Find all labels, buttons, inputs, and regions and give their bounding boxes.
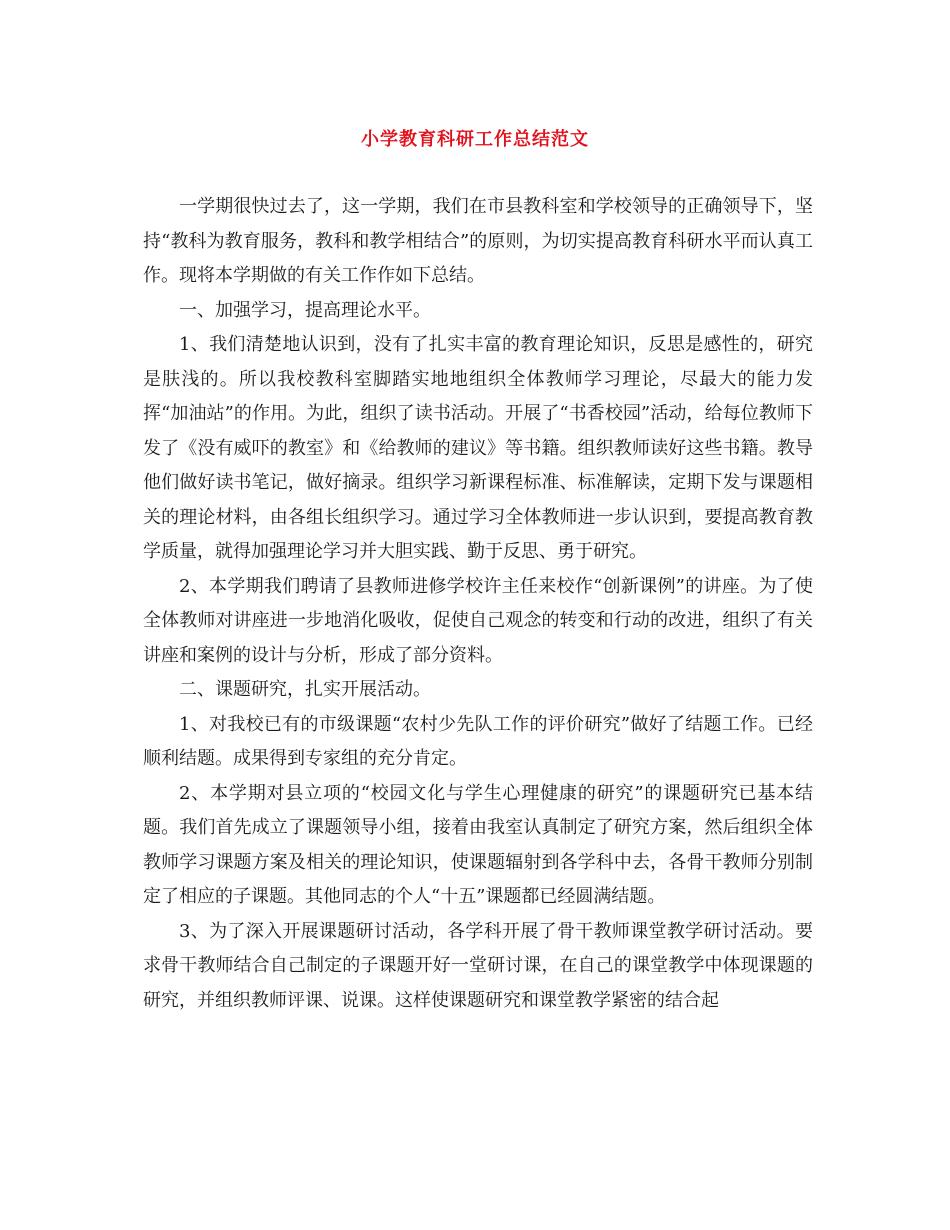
- intro-paragraph: 一学期很快过去了，这一学期，我们在市县教科室和学校领导的正确领导下，坚持“教科为教育服务，教科和教学相结合”的原则，为切实提高教育科研水平而认真工作。现将本学期做的有关工作作如下总结。: [143, 196, 813, 286]
- section-heading-2: 二、课题研究，扎实开展活动。: [179, 679, 431, 700]
- body-paragraph: 2、本学期对县立项的“校园文化与学生心理健康的研究”的课题研究已基本结题。我们首先成立了课题领导小组，接着由我室认真制定了研究方案，然后组织全体教师学习课题方案及相关的理论知识，使课题辐射到各学科中去，各骨干教师分别制定了相应的子课题。其他同志的个人“十五”课题都已经圆满结题。: [143, 782, 813, 907]
- section-heading-1: 一、加强学习，提高理论水平。: [179, 299, 431, 321]
- document-body: [143, 190, 813, 1018]
- body-paragraph: 1、我们清楚地认识到，没有了扎实丰富的教育理论知识，反思是感性的，研究是肤浅的。所以我校教科室脚踏实地地组织全体教师学习理论，尽最大的能力发挥“加油站”的作用。为此，组织了读书活动。开展了“书香校园”活动，给每位教师下发了《没有威吓的教室》和《给教师的建议》等书籍。组织教师读好这些书籍。教导他们做好读书笔记，做好摘录。组织学习新课程标准、标准解读，定期下发与课题相关的理论材料，由各组长组织学习。通过学习全体教师进一步认识到，要提高教育教学质量，就得加强理论学习并大胆实践、勤于反思、勇于研究。: [143, 334, 813, 562]
- document-title: 小学教育科研工作总结范文: [361, 129, 589, 150]
- body-paragraph: 2、本学期我们聘请了县教师进修学校许主任来校作“创新课例”的讲座。为了使全体教师对讲座进一步地消化吸收，促使自己观念的转变和行动的改进，组织了有关讲座和案例的设计与分析，形成了部分资料。: [143, 575, 813, 666]
- body-paragraph: 3、为了深入开展课题研讨活动，各学科开展了骨干教师课堂教学研讨活动。要求骨干教师结合自己制定的子课题开好一堂研讨课，在自己的课堂教学中体现课题的研究，并组织教师评课、说课。这样使课题研究和课堂教学紧密的结合起: [143, 920, 813, 1011]
- body-paragraph: 1、对我校已有的市级课题“农村少先队工作的评价研究”做好了结题工作。已经顺利结题。成果得到专家组的充分肯定。: [143, 713, 813, 769]
